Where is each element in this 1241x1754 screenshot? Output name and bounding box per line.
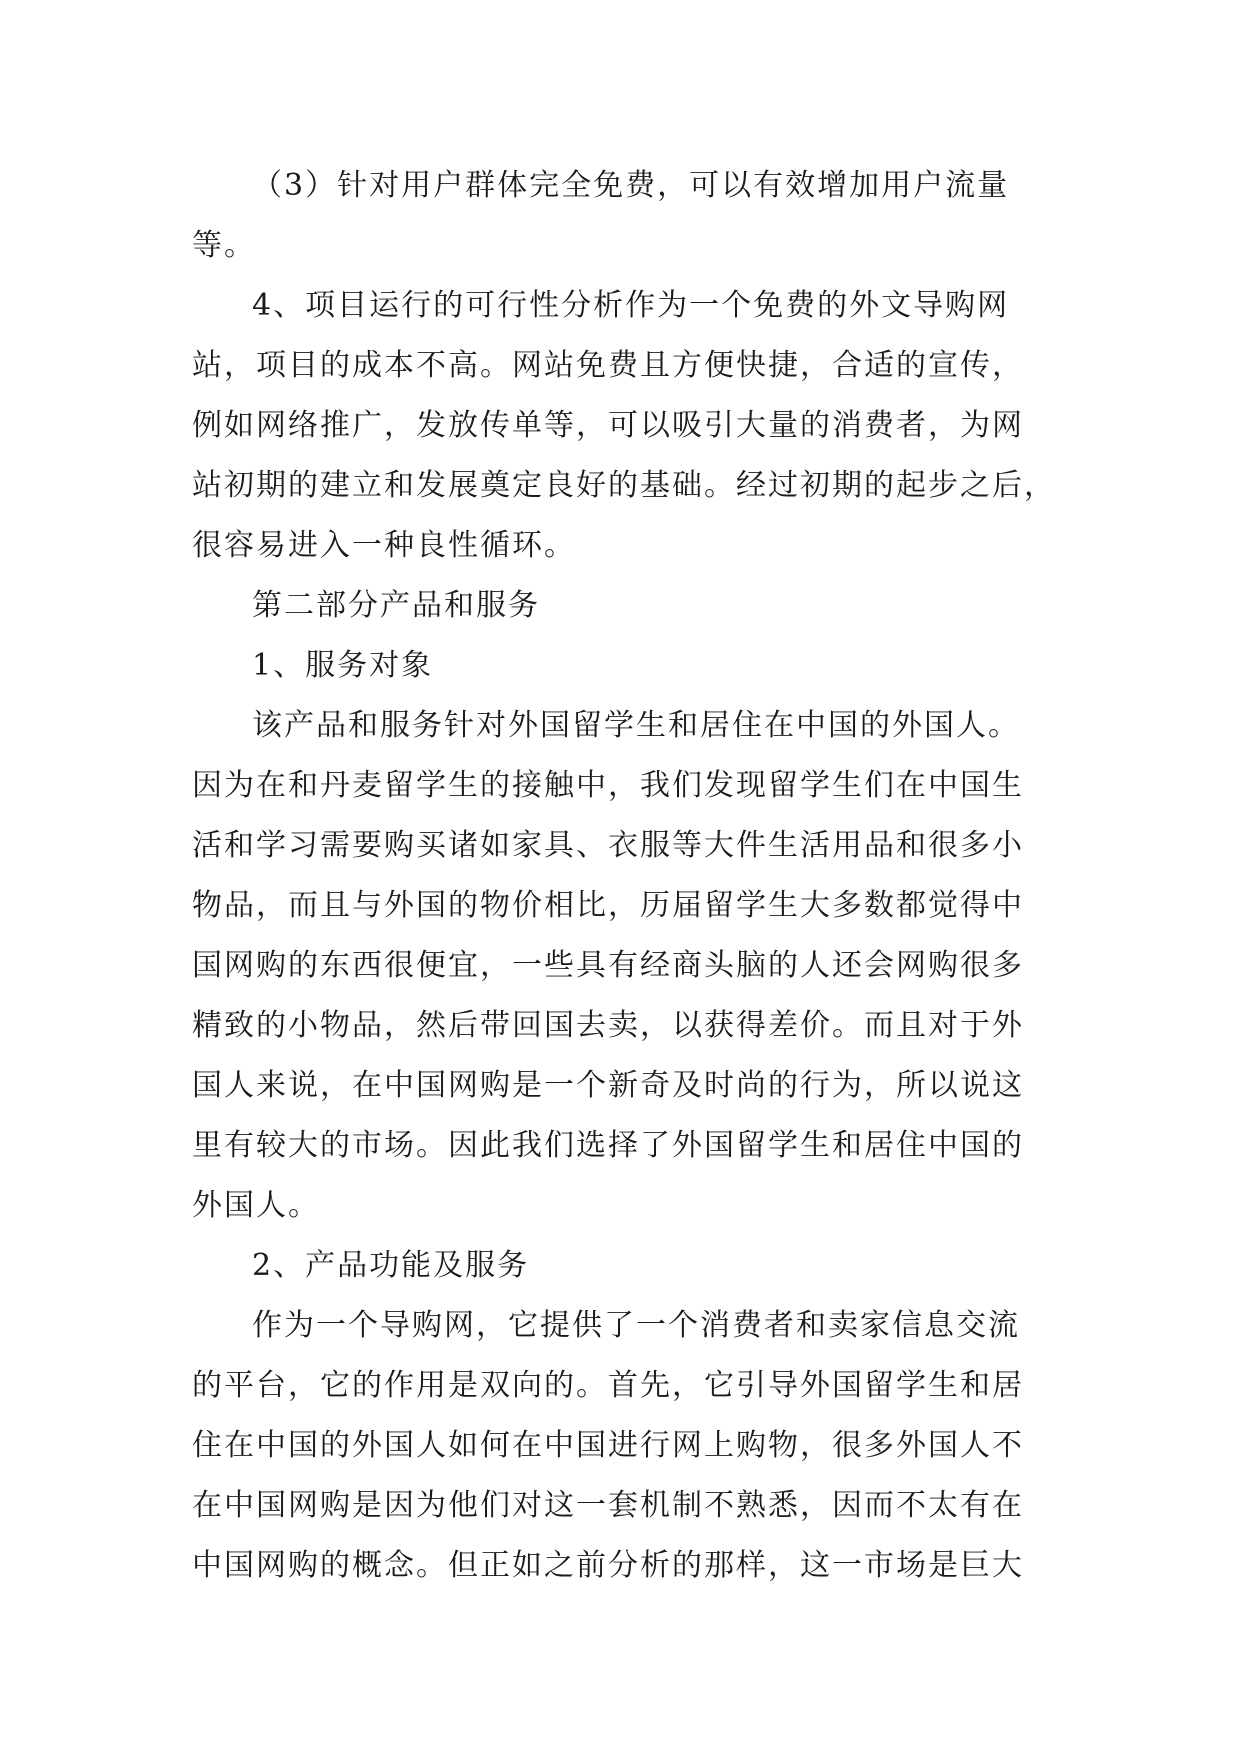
paragraph-line: 作为一个导购网，它提供了一个消费者和卖家信息交流 xyxy=(252,1308,1020,1343)
section-heading: 第二部分产品和服务 xyxy=(252,588,540,623)
subsection-heading: 1、服务对象 xyxy=(252,648,434,683)
paragraph-line: 很容易进入一种良性循环。 xyxy=(192,528,576,563)
subsection-heading: 2、产品功能及服务 xyxy=(252,1248,530,1283)
paragraph-line: 住在中国的外国人如何在中国进行网上购物，很多外国人不 xyxy=(192,1428,1024,1463)
paragraph-line: 的平台，它的作用是双向的。首先，它引导外国留学生和居 xyxy=(192,1368,1024,1403)
paragraph-line: 等。 xyxy=(192,228,256,263)
paragraph-line: 该产品和服务针对外国留学生和居住在中国的外国人。 xyxy=(252,708,1020,743)
paragraph-line: 里有较大的市场。因此我们选择了外国留学生和居住中国的 xyxy=(192,1128,1024,1163)
paragraph-line: （3）针对用户群体完全免费，可以有效增加用户流量 xyxy=(252,168,1010,203)
paragraph-line: 物品，而且与外国的物价相比，历届留学生大多数都觉得中 xyxy=(192,888,1024,923)
paragraph-line: 外国人。 xyxy=(192,1188,320,1223)
paragraph-line: 站，项目的成本不高。网站免费且方便快捷，合适的宣传， xyxy=(192,348,1024,383)
paragraph-line: 国人来说，在中国网购是一个新奇及时尚的行为，所以说这 xyxy=(192,1068,1024,1103)
paragraph-line: 因为在和丹麦留学生的接触中，我们发现留学生们在中国生 xyxy=(192,768,1024,803)
paragraph-line: 中国网购的概念。但正如之前分析的那样，这一市场是巨大 xyxy=(192,1548,1024,1583)
paragraph-line: 国网购的东西很便宜，一些具有经商头脑的人还会网购很多 xyxy=(192,948,1024,983)
paragraph-line: 精致的小物品，然后带回国去卖，以获得差价。而且对于外 xyxy=(192,1008,1024,1043)
paragraph-line: 例如网络推广，发放传单等，可以吸引大量的消费者，为网 xyxy=(192,408,1024,443)
paragraph-line: 在中国网购是因为他们对这一套机制不熟悉，因而不太有在 xyxy=(192,1488,1024,1523)
paragraph-line: 站初期的建立和发展奠定良好的基础。经过初期的起步之后， xyxy=(192,468,1056,503)
paragraph-line: 4、项目运行的可行性分析作为一个免费的外文导购网 xyxy=(252,288,1010,323)
paragraph-line: 活和学习需要购买诸如家具、衣服等大件生活用品和很多小 xyxy=(192,828,1024,863)
